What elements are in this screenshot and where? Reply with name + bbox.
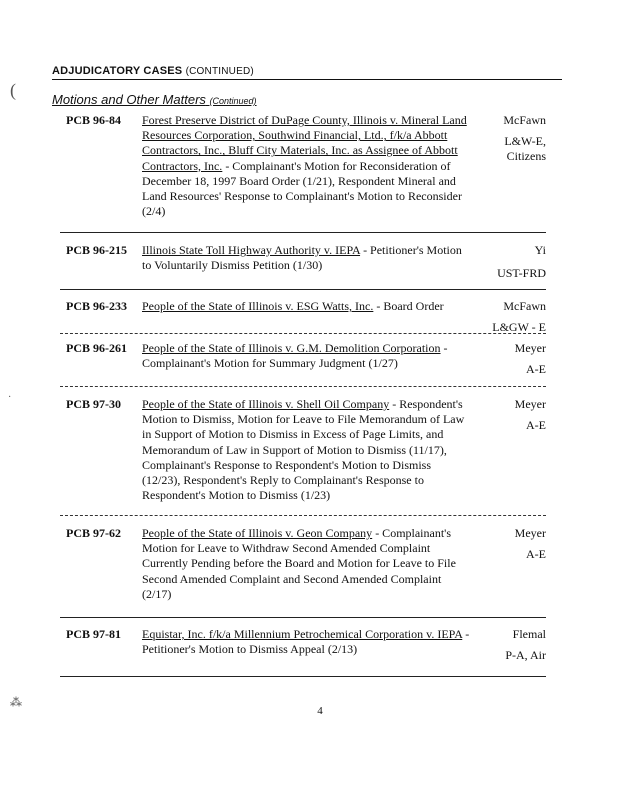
scan-mark: ·	[8, 392, 12, 403]
case-motion-text: - Complainant's Motion for Leave to Withdraw Second Amended Complaint Currently Pending before the Board and Motion for Leave to File Second Amended Complaint and Second Amended Complaint (2/17)	[142, 526, 456, 601]
case-motion-text: - Complainant's Motion for Summary Judgment (1/27)	[142, 341, 448, 371]
case-assignment	[466, 341, 546, 377]
case-motion-text: - Board Order	[373, 299, 444, 313]
case-number: PCB 97-62	[66, 526, 121, 540]
case-assignment	[466, 397, 546, 433]
case-description	[142, 526, 472, 602]
case-category: P-A, Air	[505, 648, 546, 662]
board-member: Yi	[534, 243, 546, 257]
case-category: A-E	[526, 418, 546, 432]
entry-divider	[60, 289, 546, 290]
case-number: PCB 96-233	[66, 299, 127, 313]
board-member: Meyer	[514, 397, 546, 411]
entry-divider	[60, 386, 546, 387]
entry-divider	[60, 676, 546, 677]
board-member: McFawn	[503, 113, 546, 127]
page-number: 4	[317, 705, 323, 717]
case-description	[142, 341, 472, 371]
entry-divider	[60, 617, 546, 618]
scan-mark: (	[10, 80, 16, 100]
case-category: L&GW - E	[492, 320, 546, 334]
case-motion-text: - Petitioner's Motion to Voluntarily Dismiss Petition (1/30)	[142, 243, 462, 273]
section-title: ADJUDICATORY CASES	[52, 65, 183, 77]
case-description	[142, 627, 472, 657]
entry-divider	[60, 232, 546, 233]
case-number: PCB 96-261	[66, 341, 127, 355]
scan-mark: ⁂	[10, 695, 22, 709]
case-title: Equistar, Inc. f/k/a Millennium Petrochemical Corporation v. IEPA	[142, 627, 463, 641]
case-assignment	[466, 526, 546, 562]
case-category: A-E	[526, 362, 546, 376]
case-category: L&W-E, Citizens	[504, 134, 546, 163]
case-title: Forest Preserve District of DuPage County, Illinois v. Mineral Land Resources Corporation, Southwind Financial, Ltd., f/k/a Abbott Contractors, Inc., Bluff City Materials, Inc. as Assignee of Abbott Contractors, Inc.	[142, 113, 467, 173]
case-title: People of the State of Illinois v. Geon Company	[142, 526, 373, 540]
subsection-continued: (Continued)	[209, 96, 257, 106]
case-description	[142, 397, 472, 503]
board-member: Meyer	[514, 526, 546, 540]
case-description	[142, 113, 472, 219]
case-title: People of the State of Illinois v. ESG Watts, Inc.	[142, 299, 374, 313]
case-assignment	[466, 299, 546, 335]
case-description	[142, 243, 472, 273]
case-title: People of the State of Illinois v. Shell Oil Company	[142, 397, 390, 411]
entry-divider	[60, 333, 546, 334]
case-title: Illinois State Toll Highway Authority v. IEPA	[142, 243, 361, 257]
case-assignment	[466, 627, 546, 663]
subsection-header	[52, 92, 257, 107]
case-number: PCB 97-81	[66, 627, 121, 641]
board-member: Meyer	[514, 341, 546, 355]
section-continued: (CONTINUED)	[185, 66, 254, 77]
case-title: People of the State of Illinois v. G.M. Demolition Corporation	[142, 341, 441, 355]
subsection-title: Motions and Other Matters	[52, 92, 206, 107]
case-number: PCB 96-84	[66, 113, 121, 127]
board-member: Flemal	[512, 627, 546, 641]
case-number: PCB 97-30	[66, 397, 121, 411]
case-motion-text: - Respondent's Motion to Dismiss, Motion for Leave to File Memorandum of Law in Support of Motion to Dismiss in Excess of Page Limits, and Memorandum of Law in Support of Motion to Dismiss (11/17), Complainant's Response to Respondent's Motion to Dismiss (12/23), Respondent's Reply to Complainant's Response to Respondent's Motion to Dismiss (1/23)	[142, 397, 465, 503]
case-motion-text: - Complainant's Motion for Reconsideration of December 18, 1997 Board Order (1/21), Respondent Mineral and Land Resources' Response to Complainant's Motion to Reconsider (2/4)	[142, 158, 462, 219]
case-category: UST-FRD	[497, 266, 546, 280]
case-assignment	[466, 113, 546, 164]
case-assignment	[466, 243, 546, 281]
case-category: A-E	[526, 547, 546, 561]
case-motion-text: - Petitioner's Motion to Dismiss Appeal (2/13)	[142, 627, 470, 657]
case-description	[142, 299, 472, 314]
section-header	[52, 65, 562, 80]
entry-divider	[60, 515, 546, 516]
case-number: PCB 96-215	[66, 243, 127, 257]
board-member: McFawn	[503, 299, 546, 313]
